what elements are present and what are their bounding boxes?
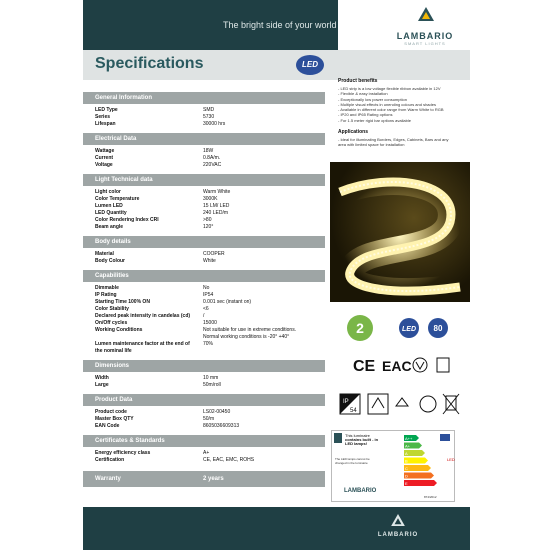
spec-key: IP Rating <box>95 292 117 298</box>
spec-row <box>83 327 325 334</box>
text-line: - IP20 and IP65 Rating options <box>338 112 393 118</box>
spec-row <box>83 299 325 306</box>
spec-row <box>83 162 325 169</box>
product-benefits <box>338 78 470 148</box>
spec-row <box>83 189 325 196</box>
spec-value: 240 LED/m <box>203 210 229 216</box>
spec-key: EAN Code <box>95 423 120 429</box>
ip-label: IP <box>343 399 349 405</box>
spec-key: Lumen maintenance factor at the end of <box>95 341 190 347</box>
spec-value: 50m/roll <box>203 382 221 388</box>
certification-icons <box>338 310 470 435</box>
spec-value: 120° <box>203 224 214 230</box>
rohs-icon <box>396 398 408 406</box>
eac-icon: EAC <box>382 358 412 374</box>
section-rows <box>83 447 325 465</box>
led-icon-label: LED <box>402 326 416 333</box>
spec-key: Wattage <box>95 148 115 154</box>
section-rows <box>83 104 325 129</box>
spec-row <box>83 450 325 457</box>
energy-bar <box>404 473 434 479</box>
section-header: General Information <box>83 92 325 104</box>
warranty-value: 2 years <box>203 476 224 482</box>
energy-label-graphic <box>332 431 454 501</box>
spec-value: 15000 <box>203 320 217 326</box>
footer-logo-icon <box>391 514 405 526</box>
energy-bar <box>404 480 437 486</box>
spec-row <box>83 217 325 224</box>
footer-brand: LAMBARIO <box>377 532 419 538</box>
spec-row <box>83 292 325 299</box>
ce-icon: CE <box>353 358 376 375</box>
section-header: Light Technical data <box>83 174 325 186</box>
spec-row <box>83 334 325 341</box>
spec-key: Certification <box>95 457 125 463</box>
spec-row <box>83 121 325 128</box>
spec-row <box>83 155 325 162</box>
spec-row <box>83 114 325 121</box>
benefits-list <box>338 86 470 123</box>
section-rows <box>83 248 325 266</box>
spec-row <box>83 107 325 114</box>
icons-grid <box>338 310 470 430</box>
energy-line-1: This luminaire <box>345 433 370 438</box>
text-line: - Available in different color range from Warm White to RGB <box>338 107 444 113</box>
led-badge: LED <box>296 55 324 75</box>
spec-key <box>83 334 203 341</box>
spec-value: SMD <box>203 107 215 113</box>
cri-icon <box>428 318 448 338</box>
benefits-title: Product benefits <box>338 78 378 84</box>
spec-key: Series <box>95 114 111 120</box>
spec-key: Starting Time 100% ON <box>95 299 150 305</box>
spec-row <box>83 375 325 382</box>
led-icon <box>399 318 419 338</box>
spec-row <box>83 409 325 416</box>
section-header: Capabilities <box>83 270 325 282</box>
section-rows <box>83 406 325 431</box>
spec-row <box>83 306 325 313</box>
led-strip-image <box>330 162 470 302</box>
brand-subtitle: SMART LIGHTS <box>404 41 446 46</box>
spec-value: 8605036609313 <box>203 423 240 429</box>
lamp-icon <box>437 358 449 372</box>
energy-line-2: contains built - in <box>345 437 379 442</box>
spec-row <box>83 251 325 258</box>
energy-bar-letter: A+ <box>405 443 411 449</box>
spec-value: 0.8A/m. <box>203 155 221 161</box>
spec-value: <6 <box>203 306 209 312</box>
spec-value: 5730 <box>203 114 215 120</box>
spec-value: 0.001 sec (instant on) <box>203 299 252 305</box>
top-bar <box>83 0 338 50</box>
spec-value: LS02-00450 <box>203 409 231 415</box>
spec-row <box>83 196 325 203</box>
spec-sheet <box>83 0 470 550</box>
spec-key: Product code <box>95 409 127 415</box>
energy-bar-letter: D <box>405 473 408 479</box>
energy-bar-letter: E <box>405 481 408 486</box>
spec-table <box>83 88 325 487</box>
brand-logo <box>380 0 470 50</box>
spec-key: Color Stability <box>95 306 129 312</box>
spec-value: / <box>203 313 205 319</box>
spec-row <box>83 341 325 348</box>
spec-key: Energy efficiency class <box>95 450 151 456</box>
spec-key: Voltage <box>95 162 113 168</box>
spec-key: Color Temperature <box>95 196 140 202</box>
section-header: Product Data <box>83 394 325 406</box>
tagline: The bright side of your world <box>223 20 337 30</box>
spec-value: 3000K <box>203 196 218 202</box>
spec-row <box>83 313 325 320</box>
spec-value: White <box>203 258 216 264</box>
spec-row <box>83 416 325 423</box>
spec-row <box>83 423 325 430</box>
section-rows <box>83 186 325 232</box>
text-line: - Multiple visual effects in unending colours and shades <box>338 101 436 107</box>
emc-icon <box>413 358 427 372</box>
spec-key: Color Rendering Index CRI <box>95 217 159 223</box>
spec-value: 220VAC <box>203 162 222 168</box>
section-rows <box>83 372 325 390</box>
spec-key: LED Type <box>95 107 118 113</box>
weee-bin-icon <box>443 394 459 414</box>
spec-key: Material <box>95 251 114 257</box>
energy-label <box>331 430 455 502</box>
warranty-icon <box>347 315 373 341</box>
footer <box>83 507 470 550</box>
energy-bar-letter: C <box>405 466 408 471</box>
spec-value: 18W <box>203 148 214 154</box>
spec-key: Light color <box>95 189 121 195</box>
spec-row <box>83 320 325 327</box>
brand-name: LAMBARIO <box>396 31 454 41</box>
warranty-label: Warranty <box>95 476 121 482</box>
spec-key: Large <box>95 382 109 388</box>
spec-value: 50/m <box>203 416 215 422</box>
text-line: - Exceptionally low power consumption <box>338 96 407 102</box>
recycle-icon <box>420 396 436 412</box>
section-rows <box>83 145 325 170</box>
spec-value: IP54 <box>203 292 214 298</box>
spec-key: Master Box QTY <box>95 416 134 422</box>
spec-row <box>83 382 325 389</box>
spec-key: Lumen LED <box>95 203 123 209</box>
warranty-row <box>83 471 325 487</box>
energy-bar-letter: A <box>405 451 408 456</box>
section-header: Body details <box>83 236 325 248</box>
energy-regulation: 874/2012 <box>424 495 437 499</box>
spec-value: Warm White <box>203 189 231 195</box>
spec-key: Dimmable <box>95 285 119 291</box>
spec-value: 15 LM/ LED <box>203 203 230 209</box>
spec-key: Declared peak intensity in candelas (cd) <box>95 313 191 319</box>
spec-key: Width <box>95 375 109 381</box>
text-line: - For 1.5 meter rigid bar options available <box>338 117 411 123</box>
spec-key: LED Quantity <box>95 210 127 216</box>
cri-value: 80 <box>433 324 443 333</box>
spec-row <box>83 285 325 292</box>
energy-note-1: The LED lamps cannot be <box>335 457 370 461</box>
text-line: - Flexible & easy installation <box>338 91 388 97</box>
section-rows <box>83 282 325 356</box>
spec-key: Beam angle <box>95 224 124 230</box>
page-title: Specifications <box>95 55 204 72</box>
spec-value <box>203 348 325 355</box>
spec-row <box>83 258 325 265</box>
spec-value: 70% <box>203 341 214 347</box>
spec-key: Lifespan <box>95 121 116 127</box>
spec-key: Body Colour <box>95 258 125 264</box>
energy-brand: LAMBARIO <box>344 488 377 494</box>
spec-value: No <box>203 285 210 291</box>
indoor-icon <box>368 394 388 414</box>
energy-bar-letter: B <box>405 458 408 464</box>
spec-row <box>83 210 325 217</box>
spec-value: >80 <box>203 217 212 223</box>
product-photo <box>330 162 470 302</box>
spec-row <box>83 348 325 355</box>
spec-key: the nominal life <box>95 348 132 354</box>
text-line: - Ideal for illuminating Borders, Edges, Cabinets, Bars and any <box>338 137 449 143</box>
spec-key: On/Off cycles <box>95 320 128 326</box>
spec-row <box>83 148 325 155</box>
spec-value: Normal working conditions is -20° +40° <box>203 334 290 340</box>
lambario-logo-icon <box>418 7 434 21</box>
applications-list <box>338 137 470 148</box>
spec-row <box>83 203 325 210</box>
spec-key: Current <box>95 155 114 161</box>
spec-value: 30000 hrs <box>203 121 226 127</box>
energy-bar <box>404 465 431 471</box>
section-header: Electrical Data <box>83 133 325 145</box>
spec-value: 10 mm <box>203 375 219 381</box>
energy-bar-letter: A++ <box>405 436 413 441</box>
spec-value: A+ <box>203 450 210 456</box>
text-line: area with limited space for installation <box>338 142 405 148</box>
text-line: - LED strip is a low voltage flexible ribbon available in 12V <box>338 86 441 91</box>
spec-key: Working Conditions <box>95 327 143 333</box>
warranty-years: 2 <box>356 320 364 336</box>
energy-line-3: LED lamps! <box>345 441 368 446</box>
applications-title: Applications <box>338 129 369 136</box>
spec-row <box>83 457 325 464</box>
energy-side-label: LED <box>447 457 455 462</box>
spec-value: COOPER <box>203 251 225 257</box>
energy-note-2: changed in the luminaire <box>335 461 368 465</box>
spec-row <box>83 224 325 231</box>
energy-bars <box>404 435 437 486</box>
section-header: Dimensions <box>83 360 325 372</box>
ip-value: 54 <box>350 408 357 414</box>
section-header: Certificates & Standards <box>83 435 325 447</box>
spec-value: CE, EAC, EMC, ROHS <box>203 457 255 463</box>
spec-value: Not suitable for use in extreme conditions. <box>203 327 297 333</box>
ip-icon <box>340 394 360 414</box>
